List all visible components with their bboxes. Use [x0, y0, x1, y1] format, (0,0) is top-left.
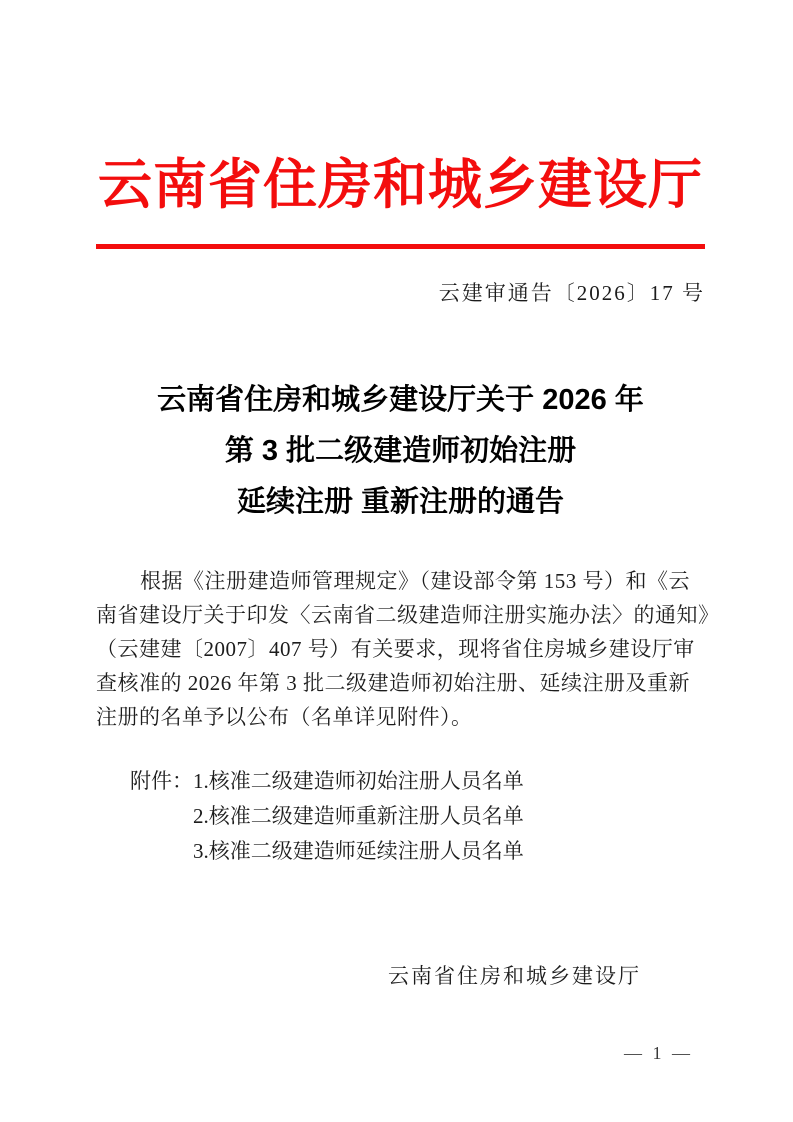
body-line: 注册的名单予以公布（名单详见附件）。 — [96, 705, 473, 729]
issuing-agency-signature: 云南省住房和城乡建设厅 — [388, 964, 641, 988]
body-line: 查核准的 2026 年第 3 批二级建造师初始注册、延续注册及重新 — [96, 671, 690, 695]
body-line: （云建建〔2007〕407 号）有关要求，现将省住房城乡建设厅审 — [96, 637, 695, 661]
notice-body — [96, 564, 720, 734]
notice-title-line-3: 延续注册 重新注册的通告 — [236, 486, 565, 518]
attachment-item: 1.核准二级建造师初始注册人员名单 — [193, 769, 524, 793]
body-line: 根据《注册建造师管理规定》（建设部令第 153 号）和《云 — [140, 569, 690, 593]
attachments-label: 附件： — [130, 769, 193, 793]
agency-masthead-title: 云南省住房和城乡建设厅 — [98, 155, 703, 215]
masthead-divider-rule — [96, 244, 705, 249]
attachments-list — [193, 764, 524, 869]
notice-title-line-2: 第 3 批二级建造师初始注册 — [224, 435, 577, 467]
notice-title — [96, 375, 705, 528]
page-number: — 1 — — [624, 1043, 693, 1063]
notice-title-line-1: 云南省住房和城乡建设厅关于 2026 年 — [157, 384, 644, 416]
attachment-item: 3.核准二级建造师延续注册人员名单 — [193, 839, 524, 863]
attachment-item: 2.核准二级建造师重新注册人员名单 — [193, 804, 524, 828]
document-number: 云建审通告〔2026〕17 号 — [438, 281, 705, 305]
attachments-block — [96, 764, 705, 869]
body-line: 南省建设厅关于印发〈云南省二级建造师注册实施办法〉的通知》 — [96, 603, 720, 627]
